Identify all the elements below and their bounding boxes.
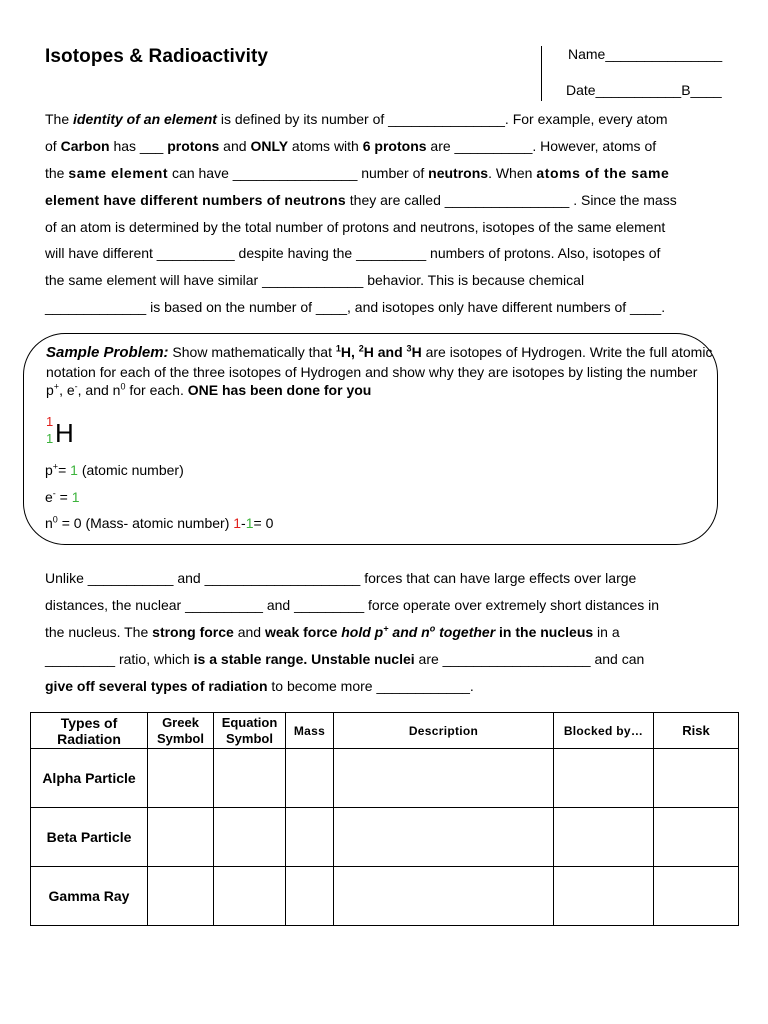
bold-text: 6 protons xyxy=(362,137,427,154)
header-divider xyxy=(541,46,542,101)
superscript: 1 xyxy=(335,343,341,354)
protons-line xyxy=(45,462,184,478)
bold-text: element have different numbers of neutrons xyxy=(45,191,346,208)
text-span: for each. xyxy=(125,382,188,398)
intro-line-4 xyxy=(45,187,725,214)
answer-cell[interactable] xyxy=(554,808,654,867)
text-span: to become more ____________. xyxy=(267,677,474,694)
emphasis-text: together xyxy=(435,623,496,640)
mass-number: 1 xyxy=(46,414,54,429)
bold-text: Carbon xyxy=(60,137,110,154)
answer-cell[interactable] xyxy=(214,808,286,867)
superscript: o xyxy=(429,623,436,634)
emphasis-text: and n xyxy=(388,623,430,640)
text-span: of xyxy=(45,137,61,154)
bold-text: is a stable range. xyxy=(193,650,308,667)
text-span: is defined by its number of _______________. For example, every atom xyxy=(216,111,668,127)
row-label: Beta Particle xyxy=(31,808,148,867)
date-field[interactable]: Date___________B____ xyxy=(566,82,722,98)
text-span: = xyxy=(58,462,71,478)
emphasis-text: identity of an element xyxy=(73,111,217,127)
answer-cell[interactable] xyxy=(286,749,334,808)
intro-line-5: of an atom is determined by the total number of protons and neutrons, isotopes of the same element xyxy=(45,218,666,235)
intro-line-2 xyxy=(45,133,725,160)
superscript: + xyxy=(52,461,59,472)
bold-text: ONLY xyxy=(250,137,289,154)
intro-line-6: will have different __________ despite having the _________ numbers of protons. Also, isotopes of xyxy=(45,245,661,262)
bold-text: atoms of the same xyxy=(536,164,670,181)
answer-cell[interactable] xyxy=(654,867,739,926)
column-header: Blocked by… xyxy=(554,713,654,749)
superscript: + xyxy=(53,381,60,392)
forces-line-3 xyxy=(45,619,725,646)
text-span: , e xyxy=(59,382,75,398)
column-header: Risk xyxy=(654,713,739,749)
green-value: 1 xyxy=(245,515,254,531)
bold-text: H, xyxy=(340,344,359,360)
text-span: they are called ________________ . Since the mass xyxy=(345,191,677,208)
text-span: are ___________________ and can xyxy=(414,650,645,667)
superscript: 0 xyxy=(52,514,58,525)
green-value: 1 xyxy=(70,462,78,478)
intro-line-1 xyxy=(45,106,725,133)
text-span: . When xyxy=(488,164,537,181)
forces-paragraph xyxy=(45,565,725,699)
text-span: - xyxy=(241,515,246,531)
bold-text: in the nucleus xyxy=(495,623,594,640)
text-span: p xyxy=(45,462,53,478)
answer-cell[interactable] xyxy=(148,867,214,926)
answer-cell[interactable] xyxy=(334,808,554,867)
text-span: can have ________________ number of xyxy=(168,164,429,181)
electrons-line xyxy=(45,489,80,505)
intro-paragraph xyxy=(45,106,725,321)
bold-text: H and xyxy=(363,344,407,360)
intro-line-8: _____________ is based on the number of ____, and isotopes only have different numbers of ____. xyxy=(45,299,666,316)
table-row xyxy=(31,867,739,926)
atomic-number: 1 xyxy=(46,431,54,446)
text-span: e xyxy=(45,489,53,505)
bold-text: ONE has been done for you xyxy=(187,382,372,398)
bold-text: protons xyxy=(167,137,220,154)
text-span: are isotopes of Hydrogen. Write the full atomic notation for each of the three isotopes of Hydrogen and show why they are isotopes by listing the number p xyxy=(46,344,713,398)
answer-cell[interactable] xyxy=(334,749,554,808)
green-value: 1 xyxy=(71,489,80,505)
forces-line-1: Unlike ___________ and ____________________ forces that can have large effects over large xyxy=(45,570,637,586)
answer-cell[interactable] xyxy=(214,749,286,808)
emphasis-text: hold p xyxy=(341,623,384,640)
row-label: Gamma Ray xyxy=(31,867,148,926)
bold-text: strong force xyxy=(152,623,234,640)
text-span: the nucleus. The xyxy=(45,623,153,640)
answer-cell[interactable] xyxy=(148,808,214,867)
bold-text: H xyxy=(411,344,422,360)
page-title: Isotopes & Radioactivity xyxy=(45,46,269,67)
neutrons-line xyxy=(45,515,273,531)
table-row xyxy=(31,749,739,808)
intro-line-3 xyxy=(45,160,725,187)
answer-cell[interactable] xyxy=(334,867,554,926)
superscript: 2 xyxy=(358,343,364,354)
name-field[interactable]: Name_______________ xyxy=(568,46,723,62)
sample-problem-label: Sample Problem: xyxy=(46,344,169,361)
answer-cell[interactable] xyxy=(148,749,214,808)
answer-cell[interactable] xyxy=(654,808,739,867)
superscript: 0 xyxy=(120,381,126,392)
isotope-notation xyxy=(46,414,106,454)
column-header: Types of Radiation xyxy=(31,713,148,749)
text-span: = 0 xyxy=(253,515,274,531)
element-symbol: H xyxy=(55,418,74,448)
red-value: 1 xyxy=(233,515,242,531)
text-span: n xyxy=(45,515,53,531)
text-span: and xyxy=(219,137,251,154)
forces-line-2: distances, the nuclear __________ and _________ force operate over extremely short distances in xyxy=(45,596,660,613)
bold-text: weak force xyxy=(264,623,338,640)
answer-cell[interactable] xyxy=(286,867,334,926)
column-header: Mass xyxy=(286,713,334,749)
text-span: The xyxy=(45,111,74,127)
radiation-table xyxy=(30,712,739,926)
column-header: Greek Symbol xyxy=(148,713,214,749)
row-label: Alpha Particle xyxy=(31,749,148,808)
text-span: atoms with xyxy=(288,137,363,154)
text-span: has ___ xyxy=(109,137,168,154)
intro-line-7: the same element will have similar _____________ behavior. This is because chemical xyxy=(45,272,585,289)
text-span: are __________. However, atoms of xyxy=(426,137,657,154)
column-header: Equation Symbol xyxy=(214,713,286,749)
text-span: the xyxy=(45,164,69,181)
sample-problem-text xyxy=(46,343,716,400)
text-span: in a xyxy=(593,623,620,640)
text-span: , and n xyxy=(77,382,121,398)
bold-text: give off several types of radiation xyxy=(45,677,268,694)
table-header-row xyxy=(31,713,739,749)
superscript: - xyxy=(74,381,78,392)
table-row xyxy=(31,808,739,867)
bold-text: neutrons xyxy=(428,164,489,181)
superscript: + xyxy=(383,623,389,634)
forces-line-4 xyxy=(45,646,725,673)
superscript: - xyxy=(52,488,56,499)
answer-cell[interactable] xyxy=(654,749,739,808)
text-span: = 0 (Mass- atomic number) xyxy=(57,515,234,531)
text-span: Show mathematically that xyxy=(168,344,336,360)
answer-cell[interactable] xyxy=(554,867,654,926)
bold-text: same element xyxy=(68,164,169,181)
text-span: = xyxy=(55,489,72,505)
column-header: Description xyxy=(334,713,554,749)
text-span: _________ ratio, which xyxy=(45,650,194,667)
answer-cell[interactable] xyxy=(214,867,286,926)
bold-text: Unstable nuclei xyxy=(311,650,415,667)
text-span: (atomic number) xyxy=(77,462,184,478)
forces-line-5 xyxy=(45,673,725,700)
answer-cell[interactable] xyxy=(554,749,654,808)
superscript: 3 xyxy=(406,343,412,354)
text-span: and xyxy=(233,623,265,640)
answer-cell[interactable] xyxy=(286,808,334,867)
